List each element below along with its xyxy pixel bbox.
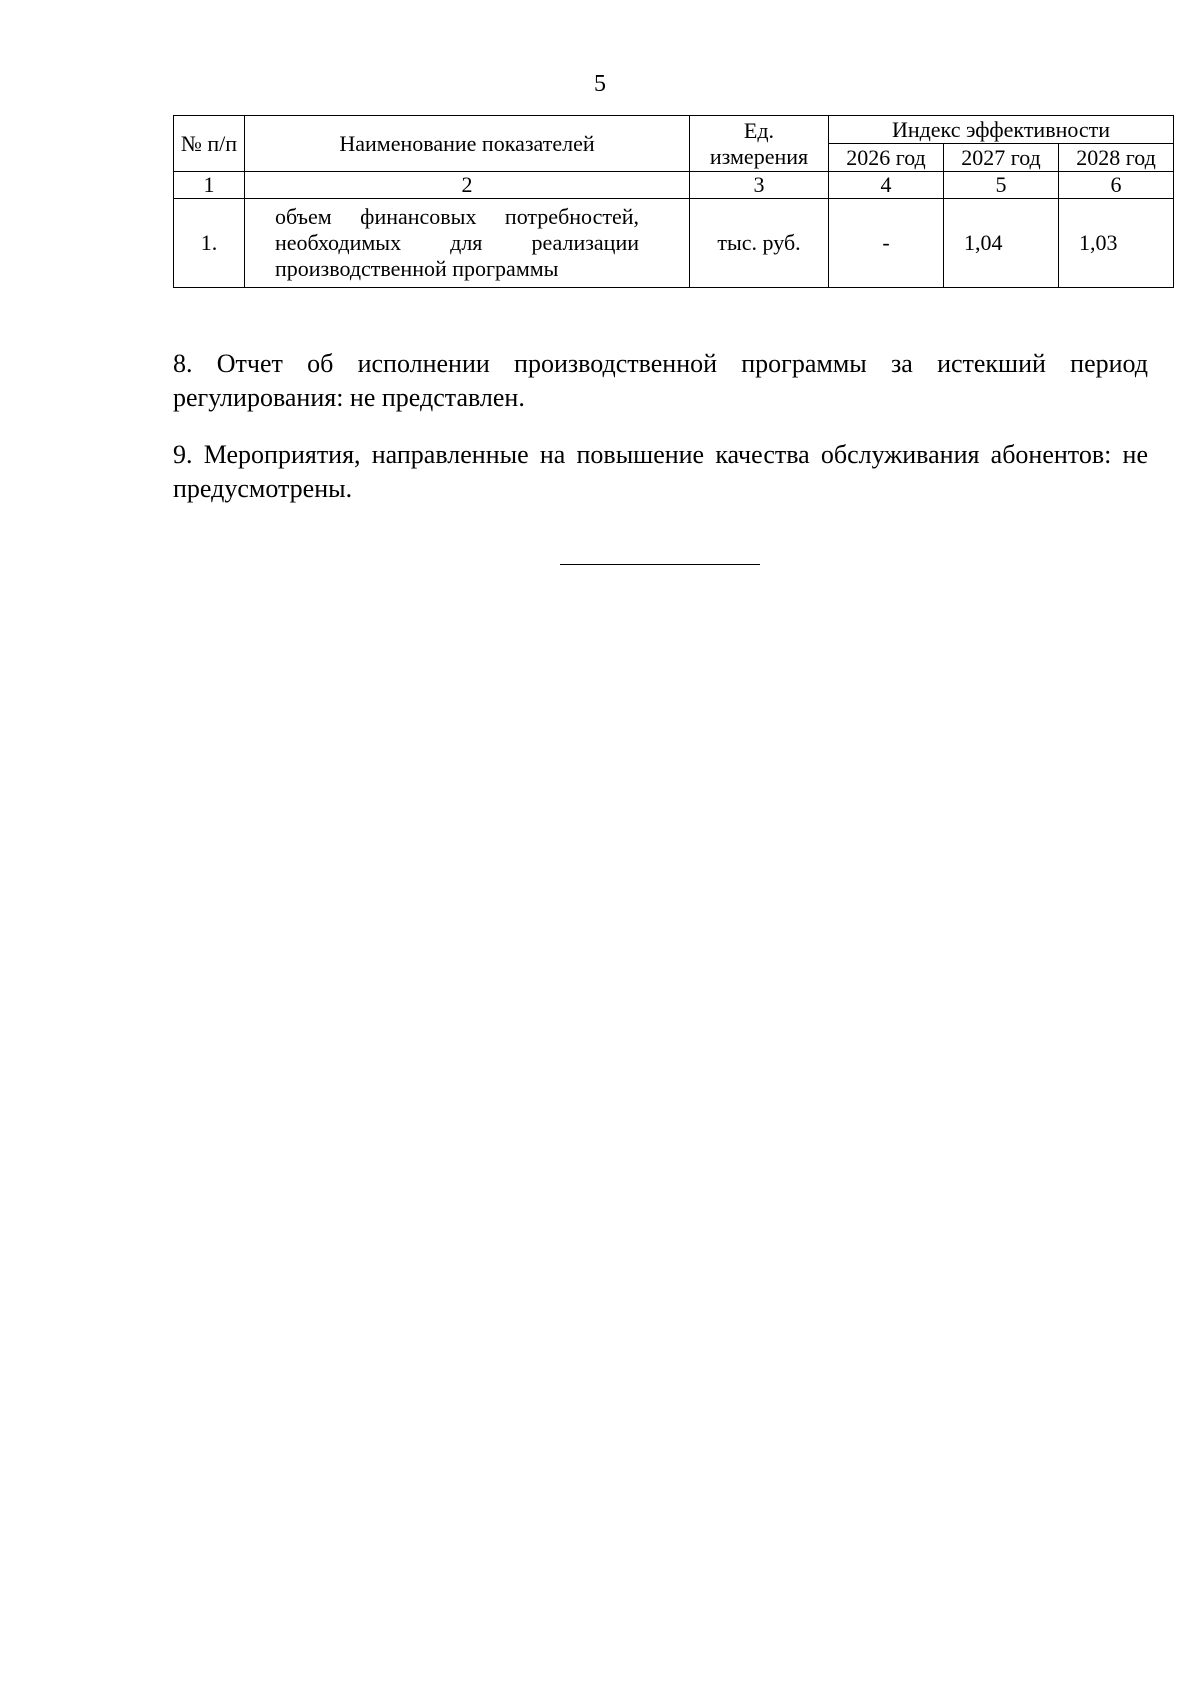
column-number: 5 [944, 172, 1059, 199]
column-number: 1 [174, 172, 245, 199]
column-number: 4 [829, 172, 944, 199]
header-unit: Ед. измерения [690, 116, 829, 172]
row-number: 1. [174, 199, 245, 288]
table-header-row [174, 116, 1174, 144]
header-number: № п/п [174, 116, 245, 172]
table-column-numbers-row [174, 172, 1174, 199]
header-year-2028: 2028 год [1059, 144, 1174, 172]
end-divider-line [560, 564, 760, 565]
column-number: 6 [1059, 172, 1174, 199]
table-row [174, 199, 1174, 288]
row-unit: тыс. руб. [690, 199, 829, 288]
row-value-2026: - [829, 199, 944, 288]
indicator-table [173, 115, 1174, 288]
paragraph-measures: 9. Мероприятия, направленные на повышение качества обслуживания абонентов: не предусмотрены. [173, 440, 1148, 503]
header-name: Наименование показателей [245, 116, 690, 172]
paragraph-report: 8. Отчет об исполнении производственной программы за истекший период регулирования: не представлен. [173, 349, 1148, 412]
page-number: 5 [594, 71, 606, 97]
row-value-2027: 1,04 [944, 199, 1059, 288]
header-year-2027: 2027 год [944, 144, 1059, 172]
row-indicator-name: объем финансовых потребностей, необходимых для реализации производственной программы [245, 199, 690, 288]
row-value-2028: 1,03 [1059, 199, 1174, 288]
header-index-group: Индекс эффективности [829, 116, 1174, 144]
column-number: 2 [245, 172, 690, 199]
header-year-2026: 2026 год [829, 144, 944, 172]
column-number: 3 [690, 172, 829, 199]
